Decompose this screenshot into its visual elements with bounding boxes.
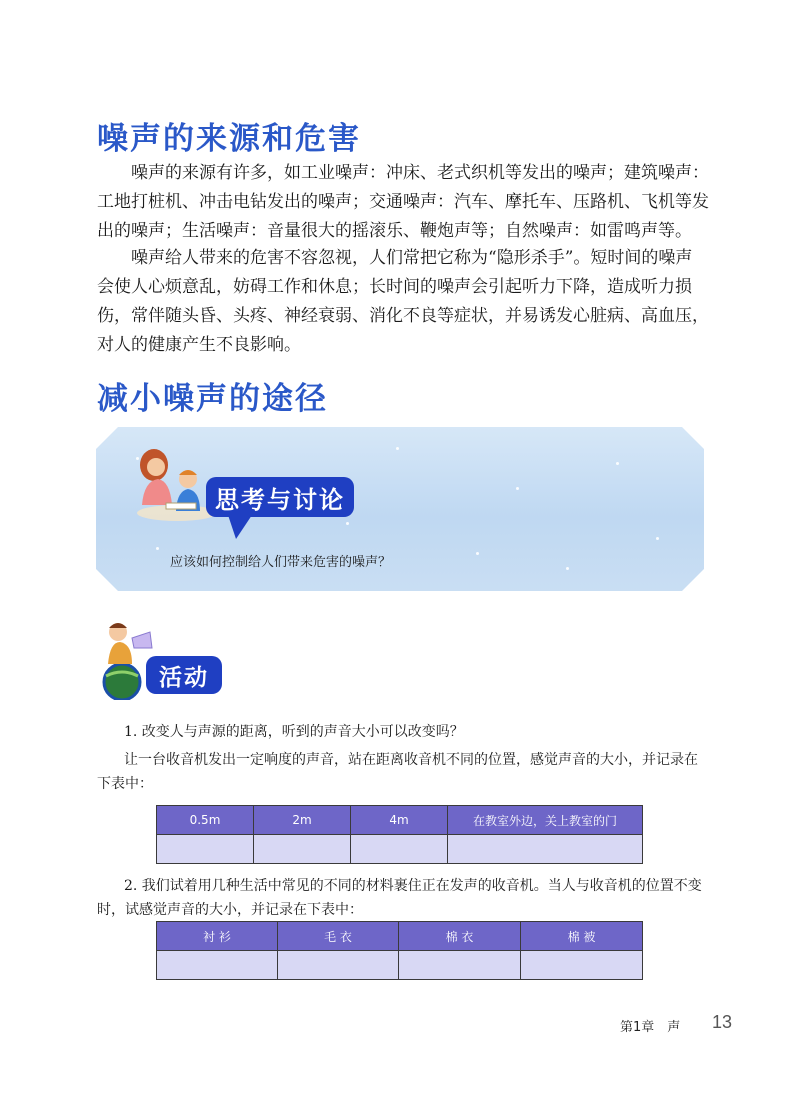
table-empty-cell <box>399 951 521 980</box>
discussion-badge: 思考与讨论 <box>206 477 354 517</box>
distance-table <box>156 805 643 864</box>
page-number: 13 <box>712 1012 733 1032</box>
table-empty-cell <box>351 835 448 864</box>
activity-item-1: 1. 改变人与声源的距离，听到的声音大小可以改变吗？ <box>124 724 464 740</box>
activity-item-2: 2. 我们试着用几种生活中常见的不同的材料裹住正在发声的收音机。当人与收音机的位置不变时，试感觉声音的大小，并记录在下表中： <box>97 878 702 918</box>
section-title-reduce-noise: 减小噪声的途径 <box>97 381 328 417</box>
table-row <box>157 835 643 864</box>
table-header-cell: 毛 衣 <box>278 922 399 951</box>
table-empty-cell <box>278 951 399 980</box>
table-header-cell: 棉 衣 <box>399 922 521 951</box>
speech-tail-icon <box>226 515 256 541</box>
table-header-cell: 棉 被 <box>521 922 643 951</box>
table-empty-cell <box>157 835 254 864</box>
table-header-row <box>157 806 643 835</box>
table-header-cell: 0.5m <box>157 806 254 835</box>
chapter-label: 第1章 声 <box>620 1020 681 1035</box>
table-empty-cell <box>521 951 643 980</box>
table-empty-cell <box>254 835 351 864</box>
table-header-row <box>157 922 643 951</box>
material-table <box>156 921 643 980</box>
table-empty-cell <box>448 835 643 864</box>
activity-badge: 活动 <box>146 656 222 694</box>
table-header-cell: 4m <box>351 806 448 835</box>
discussion-question: 应该如何控制给人们带来危害的噪声？ <box>170 555 392 570</box>
section-title-noise-sources: 噪声的来源和危害 <box>97 121 361 157</box>
table-header-cell: 2m <box>254 806 351 835</box>
table-header-cell: 衬 衫 <box>157 922 278 951</box>
paragraph-noise-harm: 噪声给人带来的危害不容忽视，人们常把它称为“隐形杀手”。短时间的噪声会使人心烦意乱，妨碍工作和休息；长时间的噪声会引起听力下降，造成听力损伤，常伴随头昏、头疼、神经衰弱、消化不良等症状，并易诱发心脏病、高血压，对人的健康产生不良影响。 <box>97 248 709 355</box>
activity-item-1-description: 让一台收音机发出一定响度的声音，站在距离收音机不同的位置，感觉声音的大小，并记录在下表中： <box>97 752 698 792</box>
table-header-cell: 在教室外边，关上教室的门 <box>448 806 643 835</box>
table-row <box>157 951 643 980</box>
paragraph-noise-sources: 噪声的来源有许多，如工业噪声：冲床、老式织机等发出的噪声；建筑噪声：工地打桩机、冲击电钻发出的噪声；交通噪声：汽车、摩托车、压路机、飞机等发出的噪声；生活噪声：音量很大的摇滚乐、鞭炮声等；自然噪声：如雷鸣声等。 <box>97 163 709 241</box>
table-empty-cell <box>157 951 278 980</box>
